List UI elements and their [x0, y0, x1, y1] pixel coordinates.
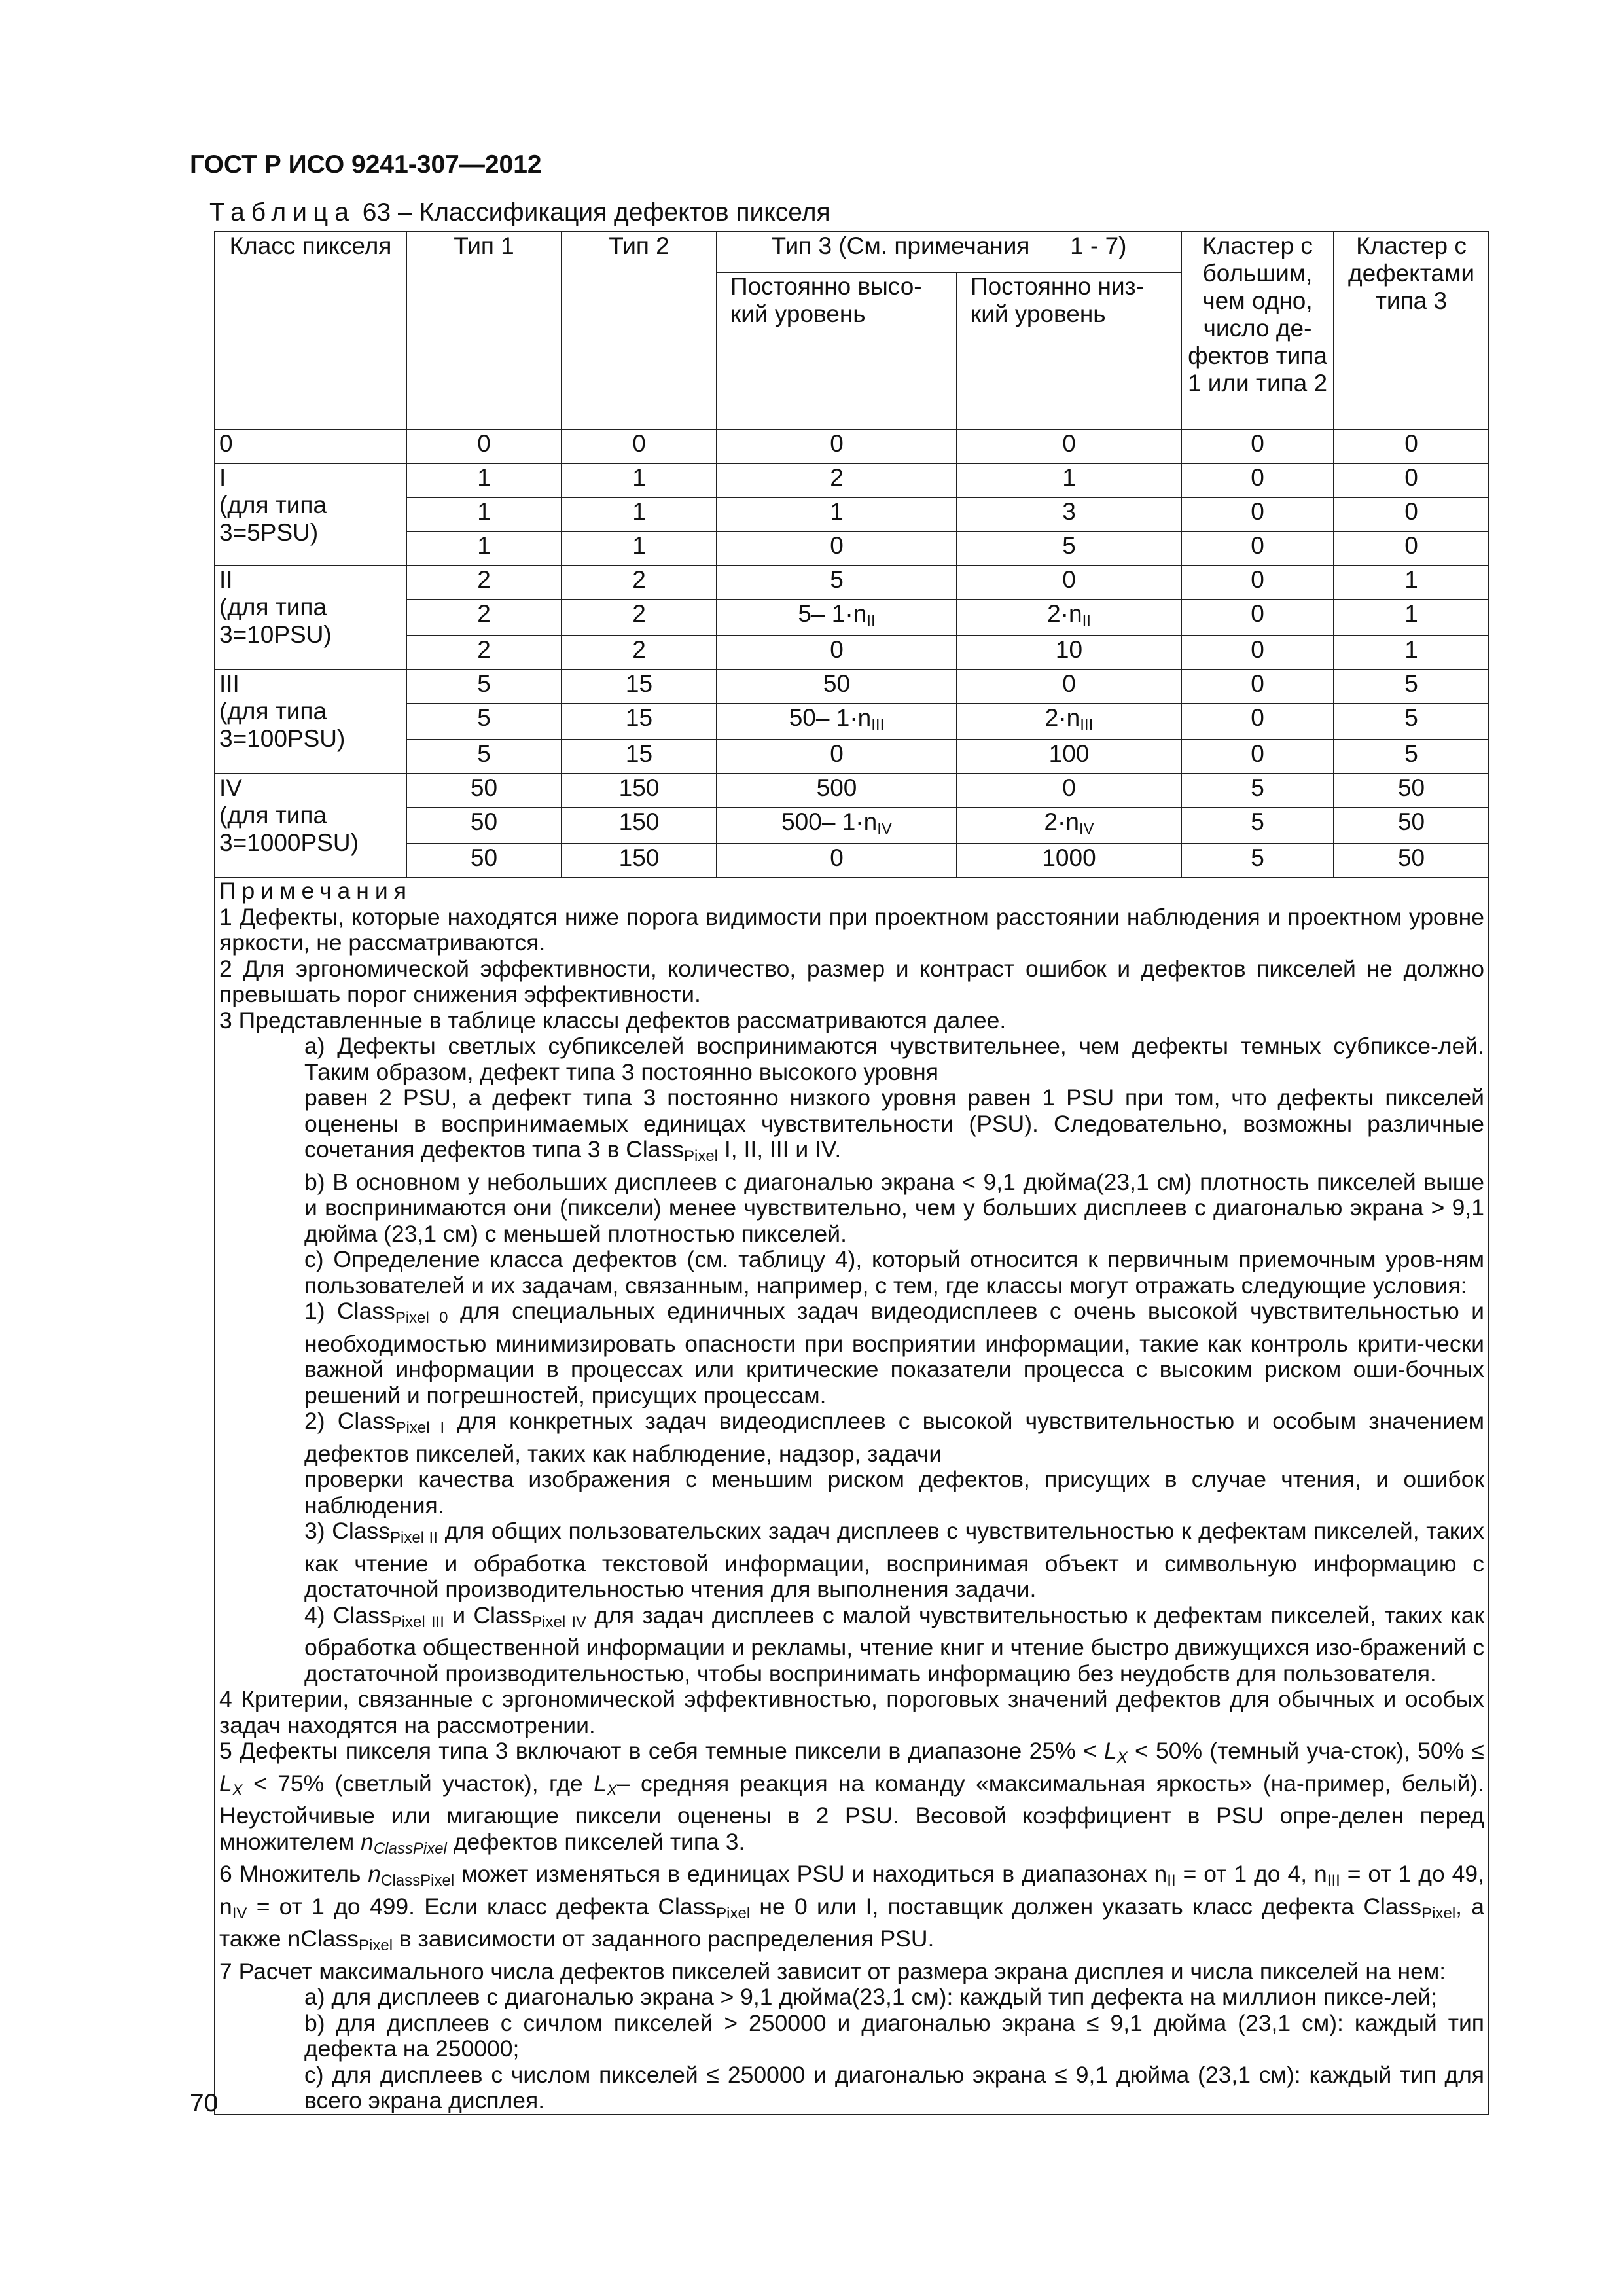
cell: 5	[1181, 844, 1334, 878]
table-row	[215, 808, 1489, 844]
cell: 1	[717, 497, 957, 531]
table-row	[215, 497, 1489, 531]
cell: 0	[1181, 704, 1334, 740]
cell: 3	[957, 497, 1181, 531]
cell: 10	[957, 636, 1181, 670]
table-row	[215, 740, 1489, 774]
cell: 2	[406, 600, 562, 636]
note-5: 5 Дефекты пикселя типа 3 включают в себя темные пиксели в диапазоне $25\% < L_X < 50\%$ (темный уча-сток), $50\% \le L_X < 75\%$ (светлый участок), где $L_X-$ средняя реакция на команду «максимальная яркость» (на-пример, белый). Неустойчивые или мигающие пиксели оценены в 2 PSU. Весовой коэффициент в PSU опре-делен перед множителем $n_{ClassPixel}$ дефектов пикселей типа 3.	[219, 1738, 1485, 1857]
cell: 0	[717, 636, 957, 670]
table-caption	[209, 198, 830, 227]
header-cluster-type3: Кластер с дефектами типа 3	[1334, 232, 1489, 429]
cell: 5	[406, 704, 562, 740]
cell: 5	[1334, 740, 1489, 774]
table-row	[215, 531, 1489, 565]
header-type3: Тип 3 (См. примечания 1 - 7)	[717, 232, 1181, 272]
cell: $2\cdot n_{III}$	[957, 704, 1181, 740]
cell: 5	[717, 565, 957, 600]
cell: 0	[1181, 600, 1334, 636]
cell: 0	[1334, 463, 1489, 497]
table-notes	[215, 878, 1489, 2115]
cell: 1	[1334, 636, 1489, 670]
cell: 1	[1334, 600, 1489, 636]
cell: 0	[717, 429, 957, 463]
class-label: III (для типа 3=100PSU)	[215, 670, 406, 774]
cell: 500– $1\cdot n_{IV}$	[717, 808, 957, 844]
note-6: 6 Множитель $n_{ClassPixel}$ может изменяться в единицах PSU и находиться в диапазонах $n_{II}$ = от 1 до 4, $n_{III}$ = от 1 до 49, $n_{IV}$ = от 1 до 499. Если класс дефекта Class$_{Pixel}$ не 0 или I, поставщик должен указать класс дефекта Class$_{Pixel}$, а также nClass$_{Pixel}$ в зависимости от заданного распределения PSU.	[219, 1861, 1485, 1954]
caption-text: 63 – Классификация дефектов пикселя	[362, 198, 830, 226]
note-7b: b) для дисплеев с сичлом пикселей > 250000 и диагональю экрана ≤ 9,1 дюйма (23,1 см): каждый тип дефекта на 250000;	[304, 2009, 1485, 2062]
cell: 100	[957, 740, 1181, 774]
cell: 0	[562, 429, 717, 463]
cell: 0	[1181, 497, 1334, 531]
class-label: I (для типа 3=5PSU)	[215, 463, 406, 565]
document-header: ГОСТ Р ИСО 9241-307—2012	[190, 151, 542, 179]
class-label: 0	[215, 429, 406, 463]
table-row	[215, 565, 1489, 600]
cell: 50– $1\cdot n_{III}$	[717, 704, 957, 740]
cell: 50	[1334, 774, 1489, 808]
cell: 150	[562, 774, 717, 808]
cell: 0	[406, 429, 562, 463]
cell: 2	[562, 636, 717, 670]
table-row	[215, 636, 1489, 670]
note-3c-2: 2) Class$_{Pixel I}$ для конкретных задач видеодисплеев с высокой чувствительностью и особым значением дефектов пикселей, таких как наблюдение, надзор, задачи	[304, 1408, 1485, 1467]
note-3c-4: 4) Class$_{Pixel III}$ и Class$_{Pixel IV}$ для задач дисплеев с малой чувствительностью к дефектам пикселей, таких как обработка общественной информации и рекламы, чтение книг и чтение быстро движущихся изо-бражений с достаточной производительностью, чтобы воспринимать информацию без неудобств для пользователя.	[304, 1602, 1485, 1687]
header-type3-high: Постоянно высо-кий уровень	[717, 272, 957, 429]
cell: 2	[406, 636, 562, 670]
note-7: 7 Расчет максимального числа дефектов пикселей зависит от размера экрана дисплея и числа пикселей на нем:	[219, 1958, 1446, 1984]
cell: 0	[1181, 565, 1334, 600]
notes-title: Примечания	[219, 878, 412, 904]
header-class: Класс пикселя	[215, 232, 406, 429]
cell: 500	[717, 774, 957, 808]
cell: 50	[406, 844, 562, 878]
cell: 50	[406, 774, 562, 808]
cell: 0	[1181, 531, 1334, 565]
cell: 150	[562, 844, 717, 878]
cell: 2	[562, 600, 717, 636]
cell: 1	[406, 463, 562, 497]
note-3b: b) В основном у небольших дисплеев с диагональю экрана < 9,1 дюйма(23,1 см) плотность пикселей выше и воспринимаются они (пиксели) менее чувствительно, чем у больших дисплеев с диагональю экрана > 9,1 дюйма (23,1 см) с меньшей плотностью пикселей.	[304, 1168, 1485, 1247]
caption-label: Таблица	[209, 198, 355, 226]
note-7a: a) для дисплеев с диагональю экрана > 9,1 дюйма(23,1 см): каждый тип дефекта на миллион пиксе-лей;	[304, 1984, 1438, 2010]
cell: 5	[406, 670, 562, 704]
table-row	[215, 704, 1489, 740]
cell: 0	[957, 429, 1181, 463]
cell: 0	[1334, 497, 1489, 531]
table-row	[215, 463, 1489, 497]
cell: 0	[1181, 670, 1334, 704]
pixel-defect-table	[214, 231, 1489, 2115]
cell: 5	[1181, 774, 1334, 808]
cell: 1	[406, 531, 562, 565]
table-row	[215, 844, 1489, 878]
cell: 0	[1181, 636, 1334, 670]
cell: 1	[562, 463, 717, 497]
cell: 50	[717, 670, 957, 704]
class-label: IV (для типа 3=1000PSU)	[215, 774, 406, 878]
note-3c: c) Определение класса дефектов (см. таблицу 4), который относится к первичным приемочным уров-ням пользователей и их задачам, связанным, например, с тем, где классы могут отражать следующие условия:	[304, 1246, 1485, 1299]
cell: 0	[957, 565, 1181, 600]
cell: 15	[562, 670, 717, 704]
header-type3-low: Постоянно низ-кий уровень	[957, 272, 1181, 429]
cell: 50	[1334, 844, 1489, 878]
table-row	[215, 429, 1489, 463]
cell: 5	[1334, 670, 1489, 704]
cell: 15	[562, 740, 717, 774]
cell: 1	[957, 463, 1181, 497]
header-cluster-type1-2: Кластер с большим, чем одно, число де-фектов типа 1 или типа 2	[1181, 232, 1334, 429]
cell: 5	[406, 740, 562, 774]
table-row	[215, 774, 1489, 808]
cell: 1	[562, 531, 717, 565]
cell: 0	[1334, 531, 1489, 565]
cell: 0	[1181, 463, 1334, 497]
cell: 1	[562, 497, 717, 531]
table-row	[215, 600, 1489, 636]
cell: 5– $1\cdot n_{II}$	[717, 600, 957, 636]
cell: 5	[1181, 808, 1334, 844]
cell: 1	[1334, 565, 1489, 600]
cell: 1	[406, 497, 562, 531]
cell: 0	[717, 740, 957, 774]
cell: 0	[717, 531, 957, 565]
header-type2: Тип 2	[562, 232, 717, 429]
cell: 50	[1334, 808, 1489, 844]
note-3a-cont: равен 2 PSU, а дефект типа 3 постоянно низкого уровня равен 1 PSU при том, что дефекты пикселей оценены в воспринимаемых единицах чувствительности (PSU). Следовательно, возможны различные сочетания дефектов типа 3 в Class$_{Pixel}$ I, II, III и IV.	[304, 1085, 1485, 1165]
cell: 2	[562, 565, 717, 600]
cell: 0	[1334, 429, 1489, 463]
cell: 1000	[957, 844, 1181, 878]
cell: $2\cdot n_{II}$	[957, 600, 1181, 636]
class-label: II (для типа 3=10PSU)	[215, 565, 406, 670]
note-3c-2-cont: проверки качества изображения с меньшим риском дефектов, присущих в случае чтения, и ошибок наблюдения.	[304, 1466, 1485, 1518]
cell: $2\cdot n_{IV}$	[957, 808, 1181, 844]
cell: 5	[1334, 704, 1489, 740]
note-3c-3: 3) Class$_{Pixel II}$ для общих пользовательских задач дисплеев с чувствительностью к дефектам пикселей, таких как чтение и обработка текстовой информации, воспринимая объект и символьную информацию с достаточной производительностью чтения для выполнения задачи.	[304, 1518, 1485, 1602]
cell: 0	[957, 670, 1181, 704]
cell: 0	[1181, 429, 1334, 463]
header-type1: Тип 1	[406, 232, 562, 429]
note-3: 3 Представленные в таблице классы дефектов рассматриваются далее.	[219, 1007, 1007, 1033]
note-3c-1: 1) Class$_{Pixel 0}$ для специальных единичных задач видеодисплеев с очень высокой чувствительностью и необходимостью минимизировать опасности при восприятии информации, такие как контроль крити-чески важной информации в процессах или критические показатели процесса с высоким риском оши-бочных решений и погрешностей, присущих процессам.	[304, 1298, 1485, 1408]
cell: 2	[406, 565, 562, 600]
cell: 50	[406, 808, 562, 844]
note-2: 2 Для эргономической эффективности, количество, размер и контраст ошибок и дефектов пикселей не должно превышать порог снижения эффективности.	[219, 955, 1485, 1007]
cell: 15	[562, 704, 717, 740]
table-row	[215, 670, 1489, 704]
note-1: 1 Дефекты, которые находятся ниже порога видимости при проектном расстоянии наблюдения и проектном уровне яркости, не рассматриваются.	[219, 903, 1485, 956]
cell: 150	[562, 808, 717, 844]
cell: 2	[717, 463, 957, 497]
cell: 0	[957, 774, 1181, 808]
cell: 0	[717, 844, 957, 878]
note-7c: c) для дисплеев с числом пикселей ≤ 250000 и диагональю экрана ≤ 9,1 дюйма (23,1 см): каждый тип для всего экрана дисплея.	[304, 2061, 1485, 2113]
cell: 0	[1181, 740, 1334, 774]
note-4: 4 Критерии, связанные с эргономической эффективностью, пороговых значений дефектов для обычных и особых задач находятся на рассмотрении.	[219, 1686, 1485, 1738]
cell: 5	[957, 531, 1181, 565]
note-3a: a) Дефекты светлых субпикселей воспринимаются чувствительнее, чем дефекты темных субпиксе-лей. Таким образом, дефект типа 3 постоянно высокого уровня	[304, 1033, 1485, 1085]
page-number: 70	[190, 2089, 219, 2117]
